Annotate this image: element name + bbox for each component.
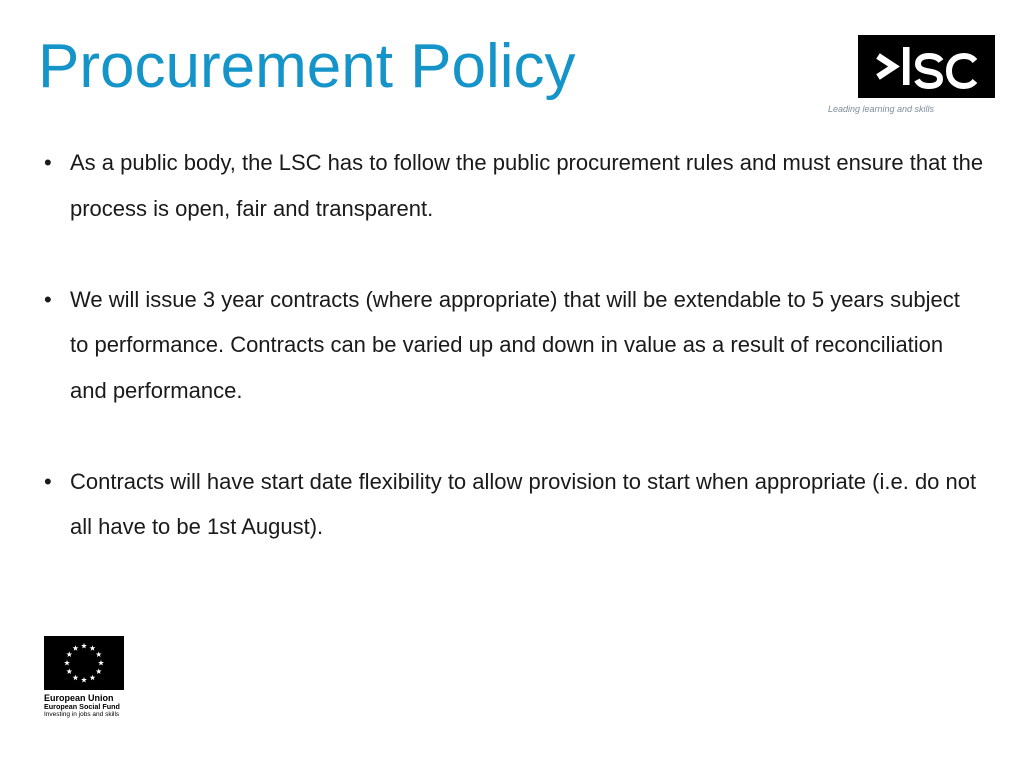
- lsc-logo-graphic: [858, 35, 995, 98]
- bullet-text: We will issue 3 year contracts (where appropriate) that will be extendable to 5 years subject to performance. Contracts can be varied up and down in value as a result of reconciliation and performance.: [70, 286, 960, 403]
- slide-title: Procurement Policy: [38, 32, 576, 101]
- bullet-text: As a public body, the LSC has to follow the public procurement rules and must ensure that the process is open, fair and transparent.: [70, 150, 984, 221]
- lsc-logo-icon: [858, 35, 995, 98]
- eu-flag-icon: [44, 636, 124, 690]
- lsc-tagline: Leading learning and skills: [827, 104, 935, 114]
- bullet-marker: •: [44, 468, 52, 494]
- bullet-item: [44, 140, 984, 231]
- eu-tagline: Investing in jobs and skills: [44, 711, 120, 718]
- bullet-list: [44, 140, 984, 595]
- bullet-item: [44, 459, 984, 550]
- eu-subtitle: European Social Fund: [44, 702, 120, 711]
- eu-title: European Union: [44, 693, 114, 703]
- eu-logo: [44, 636, 126, 719]
- bullet-item: [44, 277, 984, 414]
- bullet-marker: •: [44, 150, 52, 175]
- bullet-marker: •: [44, 286, 52, 312]
- bullet-text: Contracts will have start date flexibility to allow provision to start when appropriate (i.e. do not all have to be 1st August).: [70, 468, 977, 539]
